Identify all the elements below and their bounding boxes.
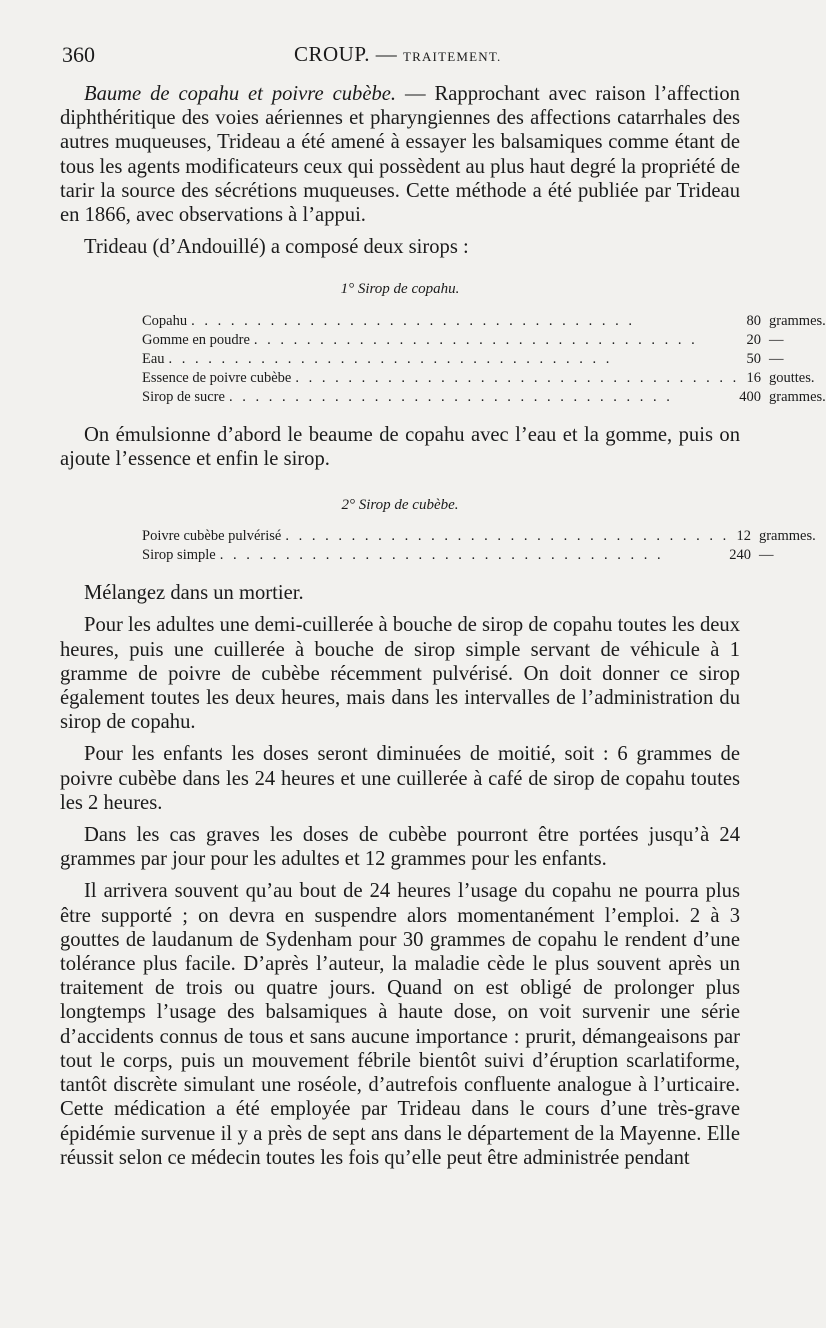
intro-lead: Baume de copahu et poivre cubèbe. [84,83,397,105]
ingredient-qty: 12 [736,528,751,545]
ingredient-name: Eau [142,351,169,367]
ingredient-qty: 20 [746,331,761,348]
recipe-table [142,312,826,407]
recipe-row: Poivre cubèbe pulvérisé . . . . . . . . . . . . . . . . . . . . . . . . . . . . . . . . . . 12 grammes. [142,528,816,545]
recipe-row: Copahu . . . . . . . . . . . . . . . . . . . . . . . . . . . . . . . . . . 80 grammes. [142,312,826,329]
page-body [60,82,826,1170]
ingredient-unit: — [769,350,784,367]
intro-paragraph [60,82,740,227]
ingredient-unit: — [769,331,784,348]
ingredient-unit: grammes. [769,388,826,405]
recipe-copahu [60,277,826,406]
ingredient-qty: 400 [739,388,761,405]
melangez-paragraph: Mélangez dans un mortier. [84,582,304,605]
recipe-row: Sirop de sucre . . . . . . . . . . . . . . . . . . . . . . . . . . . . . . . . . . 400 grammes. [142,388,826,405]
ingredient-name: Copahu [142,313,191,329]
page-number: 360 [62,42,95,67]
ingredient-qty: 240 [729,547,751,564]
ingredient-name: Sirop de sucre [142,389,229,405]
recipe-row: Gomme en poudre . . . . . . . . . . . . . . . . . . . . . . . . . . . . . . . . . . 20 — [142,331,826,350]
ingredient-qty: 16 [746,369,761,386]
ingredient-unit: — [758,547,774,564]
running-head [294,42,501,67]
ingredient-name: Poivre cubèbe pulvérisé [142,528,285,544]
running-head-main: CROUP. — [294,42,403,66]
recipe-title: 2° Sirop de cubèbe. [341,497,459,514]
ingredient-unit: gouttes. [769,369,815,386]
recipe-row: Sirop simple . . . . . . . . . . . . . . . . . . . . . . . . . . . . . . . . . . 240 — [142,546,816,565]
recipe-row: Essence de poivre cubèbe . . . . . . . . . . . . . . . . . . . . . . . . . . . . . . . . . . 16 gouttes. [142,369,826,388]
ingredient-unit: grammes. [769,312,826,329]
running-head-subtitle: TRAITEMENT. [402,49,502,64]
ingredient-qty: 50 [746,350,761,367]
side-effects-paragraph: Il arrivera souvent qu’au bout de 24 heures l’usage du copahu ne pourra plus être supporté ; on devra en suspendre alors momentanément l’emploi. 2 à 3 gouttes de laudanum de Sydenham pour 30 grammes de copahu le rendent d’une tolérance plus facile. D’après l’auteur, la maladie cède le plus souvent après un traitement de trois ou quatre jours. Quand on est obligé de prolonger plus longtemps l’usage des balsamiques à haute dose, on voit survenir une série d’accidents connus de tous et sans aucune importance : prurit, démangeaisons par tout le corps, puis un mouvement fébrile bientôt suivi d’éruption scarlatiforme, tantôt discrète simulant une roséole, d’autrefois confluente analogue à l’urticaire. Cette médication a été employée par Trideau dans le cours d’une très-grave épidémie survenue il y a près de sept ans dans le département de la Mayenne. Elle réussit selon ce médecin toutes les fois qu’elle peut être administrée pendant [60,880,740,1169]
page-header [62,42,738,74]
recipe-table [142,527,816,565]
recipe-cubebe [60,493,816,565]
ingredient-qty: 80 [746,312,761,329]
intro-text: — Rapprochant avec raison l’affection diphthéritique des voies aériennes et pharyngiennes des affections catarrhales des autres muqueuses, Trideau a été amené à essayer les balsamiques comme étant de tous les agents modificateurs ceux qui possèdent au plus haut degré la propriété de tarir la source des sécrétions muqueuses. Cette méthode a été publiée par Trideau en 1866, avec observations à l’appui. [60,83,740,227]
children-dosage-paragraph: Pour les enfants les doses seront diminuées de moitié, soit : 6 grammes de poivre cubèbe dans les 24 heures et une cuillerée à café de sirop de copahu toutes les 2 heures. [60,743,740,814]
ingredient-name: Essence de poivre cubèbe [142,370,295,386]
ingredient-unit: grammes. [758,528,816,545]
ingredient-name: Gomme en poudre [142,332,254,348]
emulsion-paragraph: On émulsionne d’abord le beaume de copahu avec l’eau et la gomme, puis on ajoute l’essence et enfin le sirop. [60,423,740,470]
syrups-paragraph: Trideau (d’Andouillé) a composé deux sirops : [84,236,469,259]
severe-cases-paragraph: Dans les cas graves les doses de cubèbe pourront être portées jusqu’à 24 grammes par jour pour les adultes et 12 grammes pour les enfants. [60,824,740,871]
adults-dosage-paragraph: Pour les adultes une demi-cuillerée à bouche de sirop de copahu toutes les deux heures, puis une cuillerée à bouche de sirop simple servant de véhicule à 1 gramme de poivre de cubèbe récemment pulvérisé. On doit donner ce sirop également toutes les deux heures, mais dans les intervalles de l’administration du sirop de copahu. [60,614,740,734]
ingredient-name: Sirop simple [142,547,220,563]
recipe-title: 1° Sirop de copahu. [340,281,460,298]
recipe-row: Eau . . . . . . . . . . . . . . . . . . . . . . . . . . . . . . . . . . 50 — [142,350,826,369]
